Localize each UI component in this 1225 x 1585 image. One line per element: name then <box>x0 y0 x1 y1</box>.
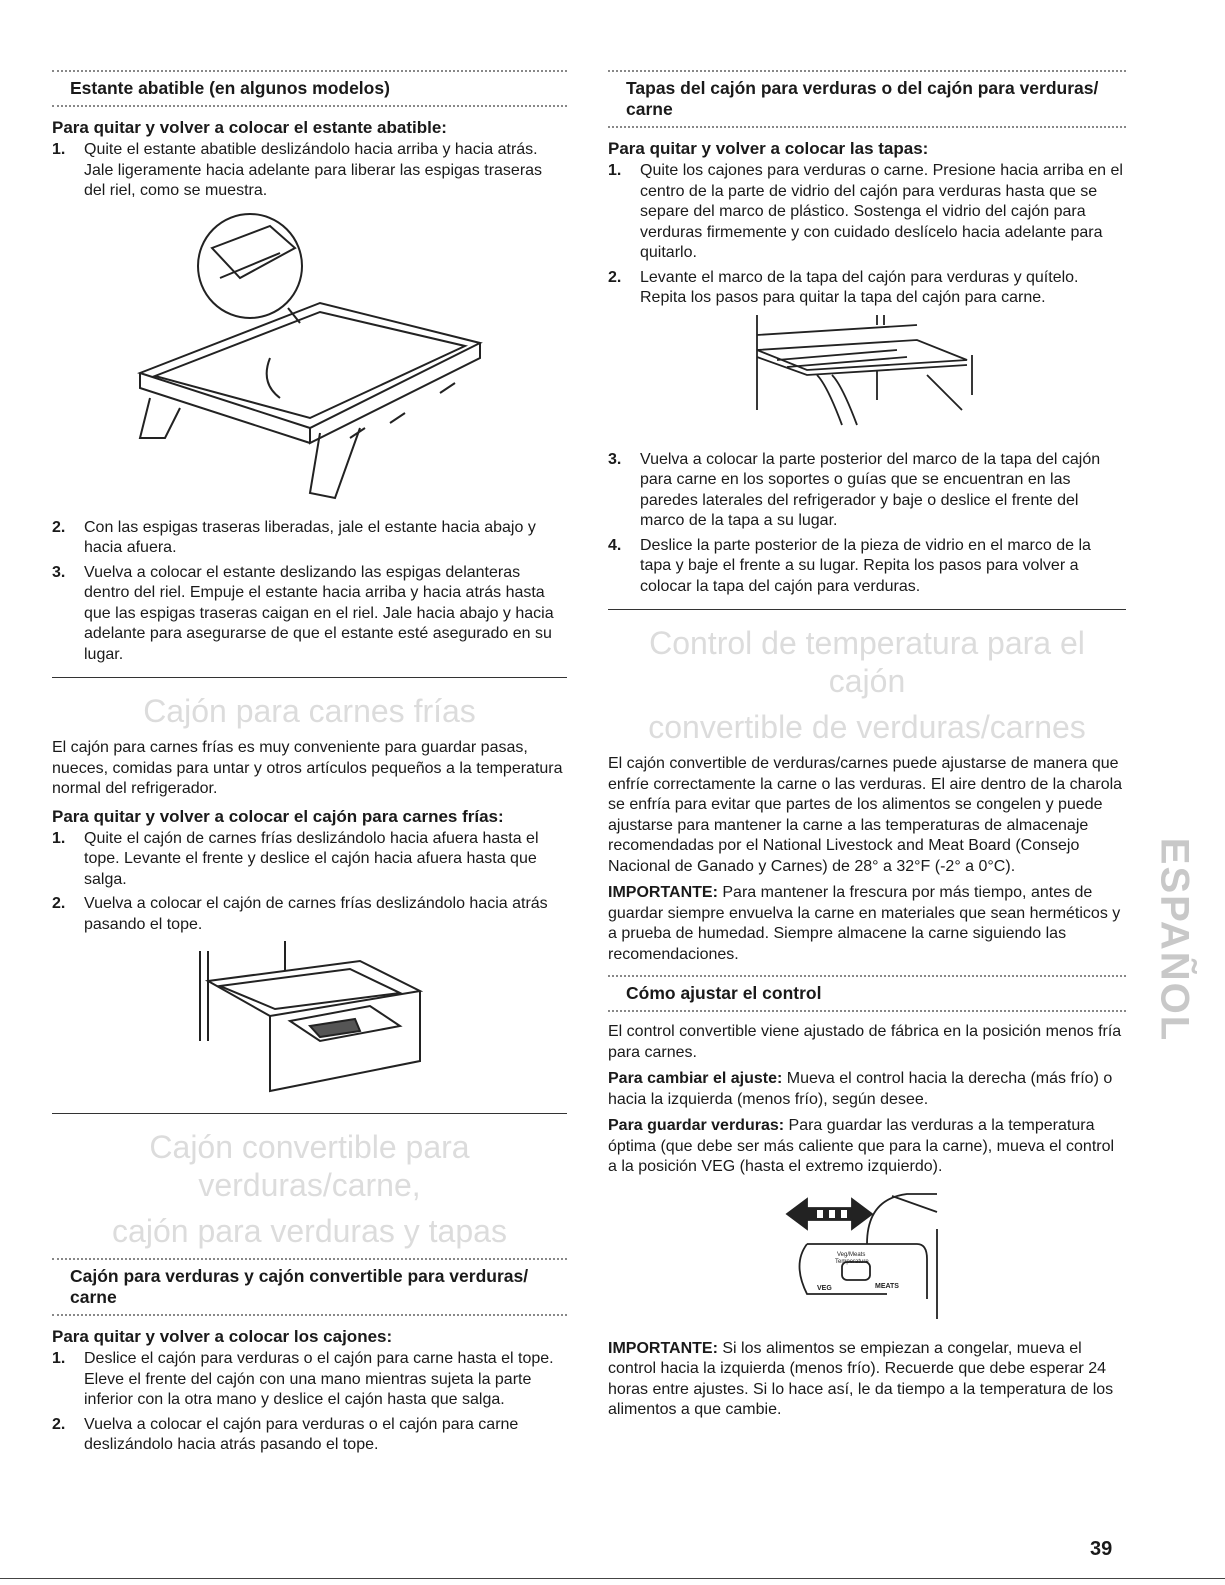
control-label-top-2: Temperature <box>835 1258 869 1265</box>
covers-step-title: Para quitar y volver a colocar las tapas: <box>608 139 929 158</box>
list-item: 1. Quite los cajones para verduras o carne. Presione hacia arriba en el centro de la parte de vidrio del cajón para verduras hasta que se separe del marco de plástico. Sostenga el vidrio del cajón para verduras firmemente y con cuidado deslícelo hacia adelante para quitarlo. <box>608 162 1123 261</box>
divider <box>608 609 1126 610</box>
conv-subsection-title: Cajón para verduras y cajón convertible para verduras/ carne <box>52 1258 567 1316</box>
divider <box>52 1113 567 1114</box>
list-item: 3. Vuelva a colocar el estante deslizando las espigas delanteras dentro del riel. Empuje el estante hacia arriba y hacia atrás hasta que las espigas traseras caigan en el riel. Jale hacia abajo y hacia adelante para asegurarse de que el estante esté asegurado en su lugar. <box>52 563 554 663</box>
change-setting-text: Para cambiar el ajuste: Mueva el control hacia la derecha (más frío) o hacia la izquierda (menos frío), según desee. <box>608 1070 1113 1108</box>
meat-drawer-illustration <box>160 941 460 1101</box>
shelf-steps <box>52 140 567 202</box>
shelf-section-title: Estante abatible (en algunos modelos) <box>52 70 567 107</box>
list-item: 2. Vuelva a colocar el cajón de carnes frías deslizándolo hacia atrás pasando el tope. <box>52 895 548 933</box>
bottom-border <box>0 1578 1225 1579</box>
important-note-1: IMPORTANTE: Para mantener la frescura por más tiempo, antes de guardar siempre envuelva la carne en materiales que sean herméticos y a prueba de humedad. Siempre almacene la carne siguiendo las recomendaciones. <box>608 884 1121 963</box>
drawer-step-title: Para quitar y volver a colocar los cajones: <box>52 1327 393 1346</box>
list-item: 3. Vuelva a colocar la parte posterior del marco de la tapa del cajón para carne en los soportes o guías que se encuentran en las paredes laterales del refrigerador y baje o deslice el frente del marco de la tapa a su lugar. <box>608 450 1101 529</box>
store-vegetables-text: Para guardar verduras: Para guardar las verduras a la temperatura óptima (que debe ser más caliente que para la carne), mueva el control a la posición VEG (hasta el extremo izquierdo). <box>608 1117 1115 1175</box>
temp-section-title-line-1: Control de temperatura para el cajón <box>649 625 1085 699</box>
drawer-steps <box>52 1349 567 1456</box>
list-item: 1. Quite el cajón de carnes frías deslizándolo hacia afuera hasta el tope. Levante el frente y deslice el cajón hacia afuera hasta que salga. <box>52 829 539 888</box>
cold-section-title: Cajón para carnes frías <box>143 693 476 729</box>
page-number: 39 <box>1090 1538 1113 1560</box>
temp-intro: El cajón convertible de verduras/carnes puede ajustarse de manera que enfríe correctamente la carne o las verduras. El aire dentro de la charola se enfría para evitar que partes de los alimentos se congelen y puede ajustarse para mantener la carne a las temperaturas de almacenaje recomendadas por el National Livestock and Meat Board (Consejo Nacional de Ganado y Carnes) de 28° a 32°F (-2° a 0°C). <box>608 755 1123 875</box>
control-slider-illustration <box>767 1184 967 1329</box>
control-label-meats: MEATS <box>875 1282 899 1290</box>
cold-steps <box>52 829 567 936</box>
list-item: 2. Vuelva a colocar el cajón para verduras o el cajón para carne deslizándolo hacia atrás pasando el tope. <box>52 1415 519 1453</box>
adjust-intro: El control convertible viene ajustado de fábrica en la posición menos fría para carnes. <box>608 1023 1122 1061</box>
control-label-top: Veg/Meats <box>837 1251 866 1258</box>
control-label-veg: VEG <box>817 1284 832 1292</box>
list-item: 2. Con las espigas traseras liberadas, jale el estante hacia abajo y hacia afuera. <box>52 518 536 556</box>
tilt-shelf-illustration <box>120 208 500 508</box>
cold-step-title: Para quitar y volver a colocar el cajón para carnes frías: <box>52 806 504 826</box>
language-side-tab: ESPAÑOL <box>1152 837 1197 1043</box>
list-item: 2. Levante el marco de la tapa del cajón para verduras y quítelo. Repita los pasos para quitar la tapa del cajón para carne. <box>608 268 1079 306</box>
covers-steps <box>608 161 1126 309</box>
list-item: 1. Deslice el cajón para verduras o el cajón para carne hasta el tope. Eleve el frente del cajón con una mano mientras sujeta la parte inferior con la otra mano y deslice el cajón hasta que salga. <box>52 1350 554 1408</box>
list-item: 4. Deslice la parte posterior de la pieza de vidrio en el marco de la tapa y baje el frente a su lugar. Repita los pasos para volver a colocar la tapa del cajón para verduras. <box>608 536 1091 595</box>
temp-section-title-line-2: convertible de verduras/carnes <box>648 709 1086 745</box>
shelf-steps-continued <box>52 518 567 666</box>
divider <box>52 677 567 678</box>
left-column <box>52 70 567 1460</box>
covers-steps-continued <box>608 450 1126 598</box>
adjust-section-title: Cómo ajustar el control <box>608 975 1126 1012</box>
right-column <box>608 70 1126 1427</box>
important-note-2: IMPORTANTE: Si los alimentos se empiezan a congelar, mueva el control hacia la izquierda (menos frío). Recuerde que debe esperar 24 horas entre ajustes. Si lo hace así, le da tiempo a la temperatura de los alimentos a que cambie. <box>608 1339 1114 1418</box>
cold-intro: El cajón para carnes frías es muy conveniente para guardar pasas, nueces, comidas para untar y otros artículos pequeños a la temperatura normal del refrigerador. <box>52 739 563 797</box>
conv-section-title-line-1: Cajón convertible para verduras/carne, <box>149 1129 470 1203</box>
shelf-step-title: Para quitar y volver a colocar el estante abatible: <box>52 118 447 137</box>
list-item: 1. Quite el estante abatible deslizándolo hacia arriba y hacia atrás. Jale ligeramente hacia adelante para liberar las espigas traseras del riel, como se muestra. <box>52 141 543 199</box>
crisper-cover-illustration <box>747 315 987 440</box>
covers-section-title: Tapas del cajón para verduras o del cajón para verduras/ carne <box>608 70 1126 128</box>
conv-section-title-line-2: cajón para verduras y tapas <box>112 1213 507 1249</box>
